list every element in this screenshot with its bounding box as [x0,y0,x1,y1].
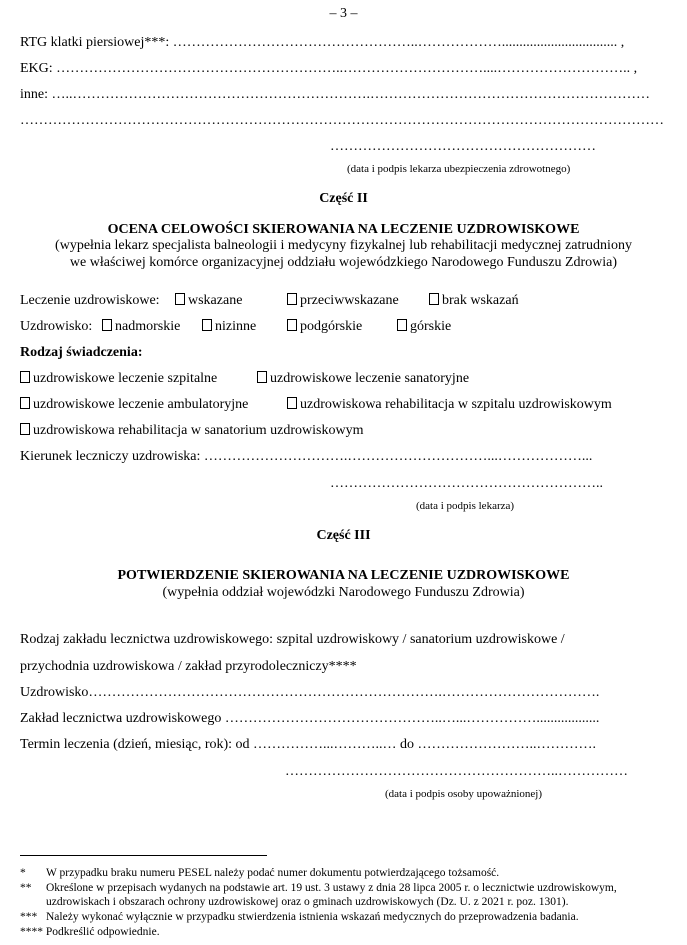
part2-signature-dots: ………………………………………………….. [330,476,603,491]
part3-signature-dots: …………………………………………………..…………… [285,764,628,779]
checkbox-icon [175,293,185,305]
part3-facility-line: Zakład lecznictwa uzdrowiskowego ………………………………………..…...…………….................. [20,711,600,726]
footnote-3: *** Należy wykonać wyłącznie w przypadku stwierdzenia istnienia wskazań medycznych do przeprowadzenia badania. [20,911,579,923]
footnote-1: * W przypadku braku numeru PESEL należy podać numer dokumentu potwierdzającego tożsamość. [20,867,500,879]
checkbox-icon [257,371,267,383]
rtg-line: RTG klatki piersiowej***: ……………………………………………..………………................................. , [20,35,625,50]
top-signature-dots: ………………………………………………… [330,139,596,154]
treatment-option-none[interactable]: brak wskazań [429,293,519,309]
resort-option-seaside[interactable]: nadmorskie [102,319,180,335]
checkbox-icon [20,397,30,409]
checkbox-icon [202,319,212,331]
facility-type-line-2: przychodnia uzdrowiskowa / zakład przyrodoleczniczy**** [20,659,357,674]
checkbox-icon [287,397,297,409]
benefit-option-rehab-sanatorium[interactable]: uzdrowiskowa rehabilitacja w sanatorium uzdrowiskowym [20,423,363,439]
benefit-option-ambulatory[interactable]: uzdrowiskowe leczenie ambulatoryjne [20,397,248,413]
footnote-4: **** Podkreślić odpowiednie. [20,926,160,938]
resort-option-lowland[interactable]: nizinne [202,319,256,335]
resort-option-foothill[interactable]: podgórskie [287,319,362,335]
part3-resort-line: Uzdrowisko………………………………………………………………….……………………………. [20,685,600,700]
facility-type-line-1: Rodzaj zakładu lecznictwa uzdrowiskowego: szpital uzdrowiskowy / sanatorium uzdrowiskowe / [20,632,565,647]
part2-subtitle-1: (wypełnia lekarz specjalista balneologii i medycyny fizykalnej lub rehabilitacji medycznej zatrudniony [55,238,632,253]
footnote-2: ** Określone w przepisach wydanych na podstawie art. 19 ust. 3 ustawy z dnia 28 lipca 2005 r. o lecznictwie uzdrowiskowym, [20,882,617,894]
footnote-2-cont: uzdrowiskach i obszarach ochrony uzdrowiskowej oraz o gminach uzdrowiskowych (Dz. U. z 2021 r. poz. 1301). [46,896,569,908]
part3-title: POTWIERDZENIE SKIEROWANIA NA LECZENIE UZDROWISKOWE [117,568,570,583]
checkbox-icon [102,319,112,331]
resort-label: Uzdrowisko: [20,319,93,334]
treatment-option-contraindicated[interactable]: przeciwwskazane [287,293,399,309]
resort-option-mountain[interactable]: górskie [397,319,451,335]
part2-subtitle-2: we właściwej komórce organizacyjnej oddziału wojewódzkiego Narodowego Funduszu Zdrowia) [69,255,618,270]
blank-line: ………………………………………………………………………………………………………………………… [20,113,664,128]
benefit-option-sanatorium[interactable]: uzdrowiskowe leczenie sanatoryjne [257,371,469,387]
benefit-label: Rodzaj świadczenia: [20,345,143,360]
treatment-label: Leczenie uzdrowiskowe: [20,293,160,308]
checkbox-icon [287,319,297,331]
checkbox-icon [397,319,407,331]
top-signature-caption: (data i podpis lekarza ubezpieczenia zdrowotnego) [347,163,571,175]
ekg-line: EKG: ……………………………………………………..…………………………....……………………….. , [20,61,638,76]
part3-heading: Część III [316,528,371,543]
benefit-option-rehab-hospital[interactable]: uzdrowiskowa rehabilitacja w szpitalu uzdrowiskowym [287,397,612,413]
treatment-option-indicated[interactable]: wskazane [175,293,242,309]
page-number: – 3 – [329,6,358,21]
inne-line: inne: …..……………………………………………………….…………………………………………………… [20,87,650,102]
treatment-term-line: Termin leczenia (dzień, miesiąc, rok): od ……………...………..… do ……………………..…………. [20,737,597,752]
benefit-option-hospital[interactable]: uzdrowiskowe leczenie szpitalne [20,371,217,387]
checkbox-icon [287,293,297,305]
checkbox-icon [20,423,30,435]
part2-heading: Część II [319,191,368,206]
part2-title: OCENA CELOWOŚCI SKIEROWANIA NA LECZENIE UZDROWISKOWE [107,222,580,237]
direction-line: Kierunek leczniczy uzdrowiska: ………………………….…………………………...………………... [20,449,593,464]
part2-signature-caption: (data i podpis lekarza) [416,500,515,512]
checkbox-icon [429,293,439,305]
part3-subtitle: (wypełnia oddział wojewódzki Narodowego Funduszu Zdrowia) [162,585,525,600]
checkbox-icon [20,371,30,383]
footnote-divider [20,855,267,856]
part3-signature-caption: (data i podpis osoby upoważnionej) [385,788,543,800]
